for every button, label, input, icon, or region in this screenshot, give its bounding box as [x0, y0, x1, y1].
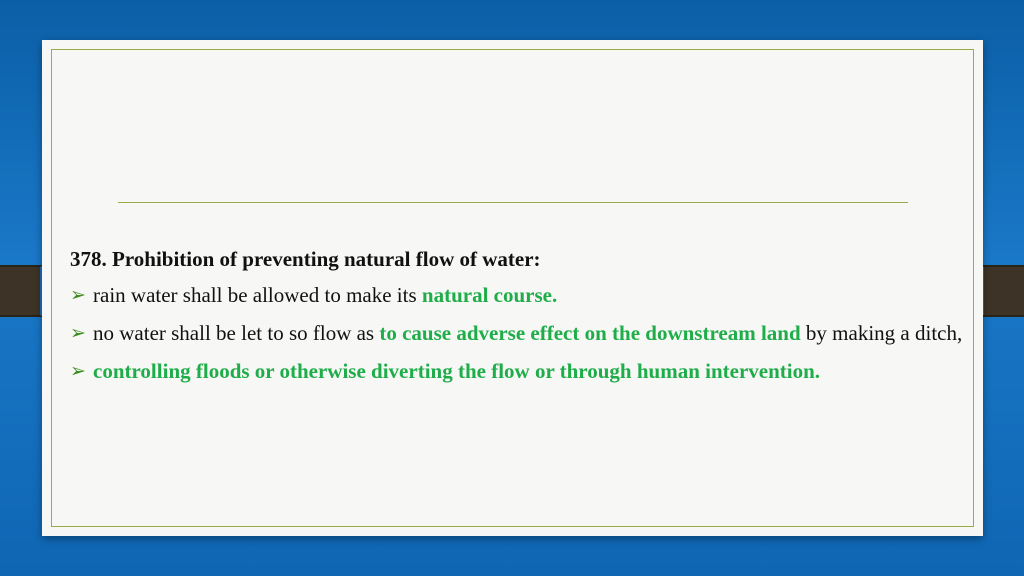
bullet-highlight: controlling floods or otherwise diverting the flow or through human intervention. [93, 359, 821, 383]
arrow-bullet-icon: ➢ [70, 360, 86, 382]
bullet-item [70, 318, 966, 348]
bullet-item [70, 356, 966, 386]
bullet-text-after: by making a ditch, [800, 321, 963, 345]
left-side-tab [0, 265, 43, 317]
bullet-text: rain water shall be allowed to make its [93, 283, 422, 307]
bullet-highlight: natural course. [421, 283, 558, 307]
arrow-bullet-icon: ➢ [70, 284, 86, 306]
bullet-text: no water shall be let to so flow as [93, 321, 380, 345]
section-heading: 378. Prohibition of preventing natural flow of water: [70, 247, 541, 271]
arrow-bullet-icon: ➢ [70, 322, 86, 344]
slide-content [70, 244, 966, 394]
title-divider [118, 202, 908, 203]
bullet-highlight: to cause adverse effect on the downstream land [379, 321, 801, 345]
bullet-item [70, 280, 966, 310]
right-side-tab [981, 265, 1024, 317]
